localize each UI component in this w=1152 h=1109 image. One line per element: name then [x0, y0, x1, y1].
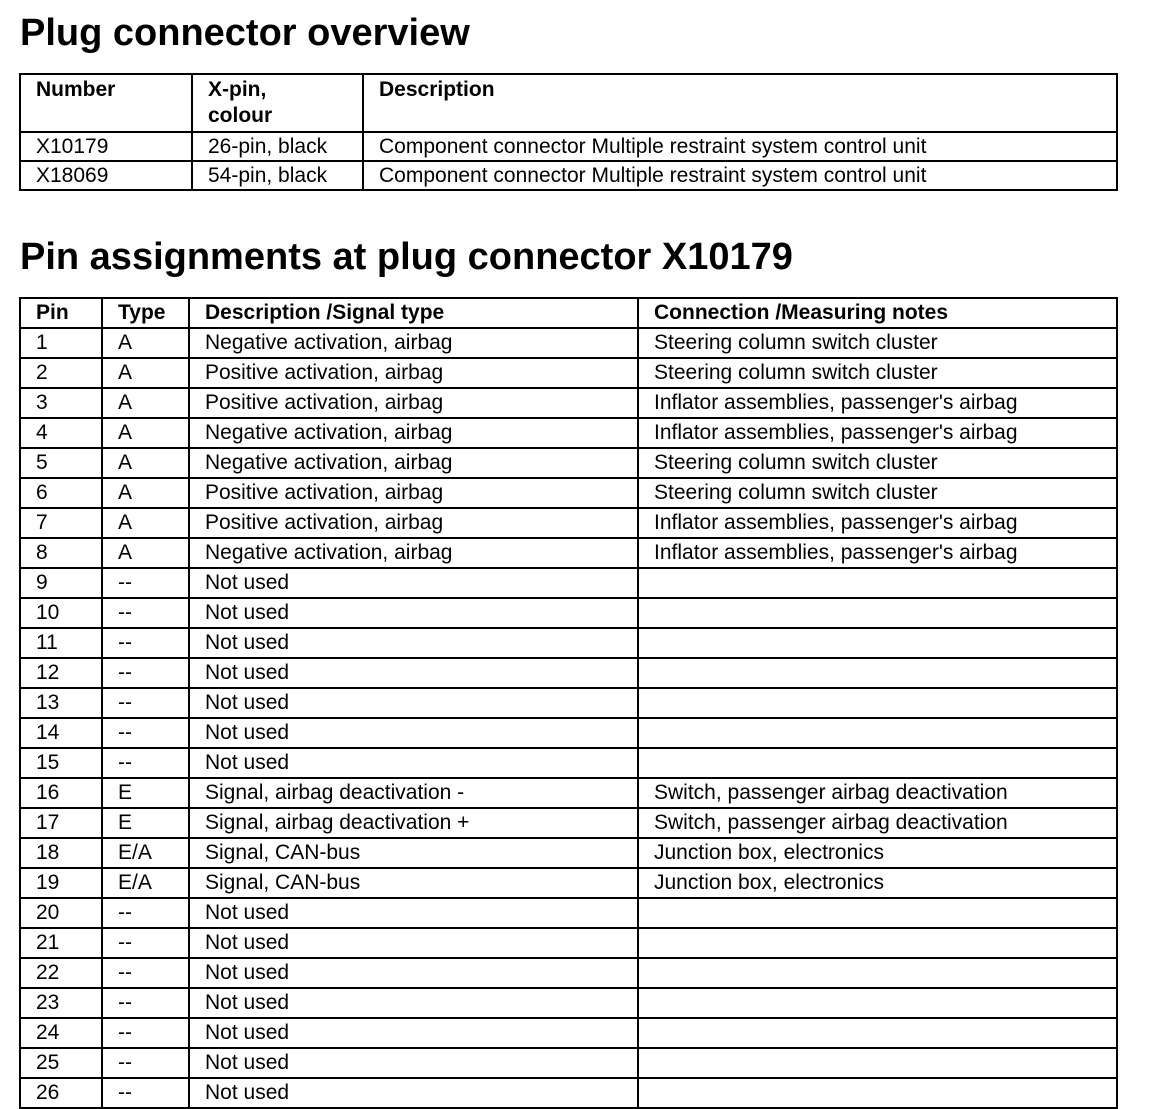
table-row — [20, 478, 1117, 508]
pin-assignments-table — [19, 297, 1118, 1109]
pin-cell-pin: 6 — [20, 478, 102, 508]
pin-cell-description: Signal, CAN-bus — [189, 838, 638, 868]
pin-cell-type: -- — [102, 688, 189, 718]
pin-cell-type: -- — [102, 718, 189, 748]
pin-cell-type: A — [102, 418, 189, 448]
pin-cell-connection — [638, 718, 1117, 748]
pin-cell-pin: 24 — [20, 1018, 102, 1048]
pin-cell-description: Negative activation, airbag — [189, 418, 638, 448]
pin-cell-connection — [638, 1048, 1117, 1078]
overview-header-description — [363, 74, 1117, 132]
pin-cell-connection: Steering column switch cluster — [638, 328, 1117, 358]
pin-cell-type: -- — [102, 958, 189, 988]
pin-cell-connection: Inflator assemblies, passenger's airbag — [638, 538, 1117, 568]
pin-cell-type: -- — [102, 748, 189, 778]
pin-cell-type: E/A — [102, 838, 189, 868]
pin-cell-connection: Junction box, electronics — [638, 838, 1117, 868]
table-row — [20, 778, 1117, 808]
pin-cell-type: A — [102, 508, 189, 538]
overview-title: Plug connector overview — [20, 12, 470, 54]
pin-cell-description: Not used — [189, 658, 638, 688]
pin-cell-type: -- — [102, 568, 189, 598]
table-row — [20, 1048, 1117, 1078]
pin-header-connection: Connection /Measuring notes — [638, 298, 1117, 328]
pin-cell-type: A — [102, 358, 189, 388]
table-row — [20, 538, 1117, 568]
pin-cell-connection — [638, 688, 1117, 718]
pin-cell-pin: 7 — [20, 508, 102, 538]
pin-cell-pin: 23 — [20, 988, 102, 1018]
pin-cell-type: -- — [102, 988, 189, 1018]
pin-cell-pin: 12 — [20, 658, 102, 688]
overview-header-xpin-line2: colour — [208, 104, 273, 127]
pin-cell-description: Not used — [189, 718, 638, 748]
table-row — [20, 598, 1117, 628]
table-row — [20, 508, 1117, 538]
pin-assignments-title: Pin assignments at plug connector X10179 — [20, 236, 793, 278]
table-row — [20, 448, 1117, 478]
pin-cell-connection — [638, 898, 1117, 928]
pin-cell-type: -- — [102, 598, 189, 628]
pin-cell-type: A — [102, 448, 189, 478]
table-row — [20, 688, 1117, 718]
table-row — [20, 898, 1117, 928]
pin-cell-pin: 21 — [20, 928, 102, 958]
pin-cell-description: Not used — [189, 1018, 638, 1048]
overview-cell-xpin: 26-pin, black — [192, 132, 363, 161]
table-row — [20, 928, 1117, 958]
pin-cell-pin: 1 — [20, 328, 102, 358]
pin-cell-description: Positive activation, airbag — [189, 478, 638, 508]
table-row — [20, 418, 1117, 448]
pin-cell-pin: 13 — [20, 688, 102, 718]
pin-cell-pin: 16 — [20, 778, 102, 808]
pin-cell-connection — [638, 928, 1117, 958]
overview-row — [20, 161, 1117, 190]
pin-cell-connection: Switch, passenger airbag deactivation — [638, 778, 1117, 808]
pin-cell-type: -- — [102, 1018, 189, 1048]
pin-cell-connection — [638, 958, 1117, 988]
table-row — [20, 808, 1117, 838]
pin-cell-pin: 26 — [20, 1078, 102, 1108]
pin-cell-description: Not used — [189, 928, 638, 958]
pin-cell-type: -- — [102, 628, 189, 658]
overview-table — [19, 73, 1118, 191]
pin-cell-pin: 2 — [20, 358, 102, 388]
overview-header-row — [20, 74, 1117, 132]
table-row — [20, 658, 1117, 688]
pin-table-body — [20, 328, 1117, 1108]
overview-row — [20, 132, 1117, 161]
pin-cell-connection — [638, 658, 1117, 688]
pin-cell-description: Negative activation, airbag — [189, 328, 638, 358]
overview-cell-description: Component connector Multiple restraint system control unit — [363, 132, 1117, 161]
table-row — [20, 1018, 1117, 1048]
pin-cell-connection: Inflator assemblies, passenger's airbag — [638, 418, 1117, 448]
pin-cell-description: Not used — [189, 748, 638, 778]
pin-cell-type: E — [102, 808, 189, 838]
table-row — [20, 1078, 1117, 1108]
pin-header-row — [20, 298, 1117, 328]
pin-cell-type: A — [102, 478, 189, 508]
pin-cell-description: Negative activation, airbag — [189, 448, 638, 478]
pin-cell-type: -- — [102, 658, 189, 688]
table-row — [20, 718, 1117, 748]
pin-cell-description: Not used — [189, 1078, 638, 1108]
table-row — [20, 568, 1117, 598]
table-row — [20, 958, 1117, 988]
table-row — [20, 328, 1117, 358]
pin-cell-type: A — [102, 388, 189, 418]
pin-cell-description: Positive activation, airbag — [189, 358, 638, 388]
pin-cell-connection — [638, 568, 1117, 598]
pin-cell-connection — [638, 1078, 1117, 1108]
table-row — [20, 748, 1117, 778]
pin-cell-type: -- — [102, 1078, 189, 1108]
pin-cell-description: Not used — [189, 688, 638, 718]
pin-cell-connection: Steering column switch cluster — [638, 448, 1117, 478]
table-row — [20, 838, 1117, 868]
pin-cell-pin: 18 — [20, 838, 102, 868]
pin-cell-description: Signal, CAN-bus — [189, 868, 638, 898]
pin-cell-connection: Steering column switch cluster — [638, 358, 1117, 388]
overview-header-number-label: Number — [36, 78, 116, 101]
pin-cell-pin: 9 — [20, 568, 102, 598]
pin-cell-connection — [638, 748, 1117, 778]
overview-header-xpin — [192, 74, 363, 132]
overview-cell-xpin: 54-pin, black — [192, 161, 363, 190]
pin-cell-connection — [638, 598, 1117, 628]
pin-cell-connection — [638, 628, 1117, 658]
overview-cell-number: X18069 — [20, 161, 192, 190]
pin-cell-pin: 14 — [20, 718, 102, 748]
pin-cell-connection — [638, 988, 1117, 1018]
pin-cell-description: Not used — [189, 898, 638, 928]
overview-cell-description: Component connector Multiple restraint system control unit — [363, 161, 1117, 190]
pin-cell-connection: Inflator assemblies, passenger's airbag — [638, 388, 1117, 418]
overview-header-xpin-line1: X-pin, — [208, 78, 267, 101]
table-row — [20, 868, 1117, 898]
pin-cell-connection: Junction box, electronics — [638, 868, 1117, 898]
pin-cell-connection: Steering column switch cluster — [638, 478, 1117, 508]
pin-cell-connection: Switch, passenger airbag deactivation — [638, 808, 1117, 838]
pin-cell-pin: 22 — [20, 958, 102, 988]
pin-cell-pin: 11 — [20, 628, 102, 658]
pin-cell-pin: 8 — [20, 538, 102, 568]
pin-cell-description: Not used — [189, 988, 638, 1018]
pin-cell-description: Positive activation, airbag — [189, 508, 638, 538]
pin-cell-description: Signal, airbag deactivation - — [189, 778, 638, 808]
pin-cell-description: Not used — [189, 958, 638, 988]
pin-cell-pin: 25 — [20, 1048, 102, 1078]
pin-cell-type: -- — [102, 1048, 189, 1078]
pin-cell-pin: 3 — [20, 388, 102, 418]
pin-cell-type: -- — [102, 928, 189, 958]
pin-cell-description: Signal, airbag deactivation + — [189, 808, 638, 838]
pin-cell-description: Negative activation, airbag — [189, 538, 638, 568]
pin-cell-pin: 17 — [20, 808, 102, 838]
pin-cell-pin: 20 — [20, 898, 102, 928]
pin-cell-pin: 10 — [20, 598, 102, 628]
pin-cell-description: Not used — [189, 568, 638, 598]
pin-cell-type: E/A — [102, 868, 189, 898]
pin-cell-type: -- — [102, 898, 189, 928]
pin-cell-pin: 15 — [20, 748, 102, 778]
table-row — [20, 628, 1117, 658]
pin-cell-type: A — [102, 538, 189, 568]
overview-header-number — [20, 74, 192, 132]
pin-header-pin: Pin — [20, 298, 102, 328]
table-row — [20, 988, 1117, 1018]
pin-header-description: Description /Signal type — [189, 298, 638, 328]
overview-header-description-label: Description — [379, 78, 495, 101]
pin-cell-pin: 5 — [20, 448, 102, 478]
pin-cell-type: A — [102, 328, 189, 358]
pin-cell-connection — [638, 1018, 1117, 1048]
table-row — [20, 358, 1117, 388]
table-row — [20, 388, 1117, 418]
pin-cell-type: E — [102, 778, 189, 808]
pin-cell-connection: Inflator assemblies, passenger's airbag — [638, 508, 1117, 538]
pin-cell-description: Positive activation, airbag — [189, 388, 638, 418]
pin-cell-description: Not used — [189, 1048, 638, 1078]
pin-cell-pin: 4 — [20, 418, 102, 448]
overview-cell-number: X10179 — [20, 132, 192, 161]
pin-cell-description: Not used — [189, 598, 638, 628]
pin-cell-description: Not used — [189, 628, 638, 658]
pin-header-type: Type — [102, 298, 189, 328]
pin-cell-pin: 19 — [20, 868, 102, 898]
